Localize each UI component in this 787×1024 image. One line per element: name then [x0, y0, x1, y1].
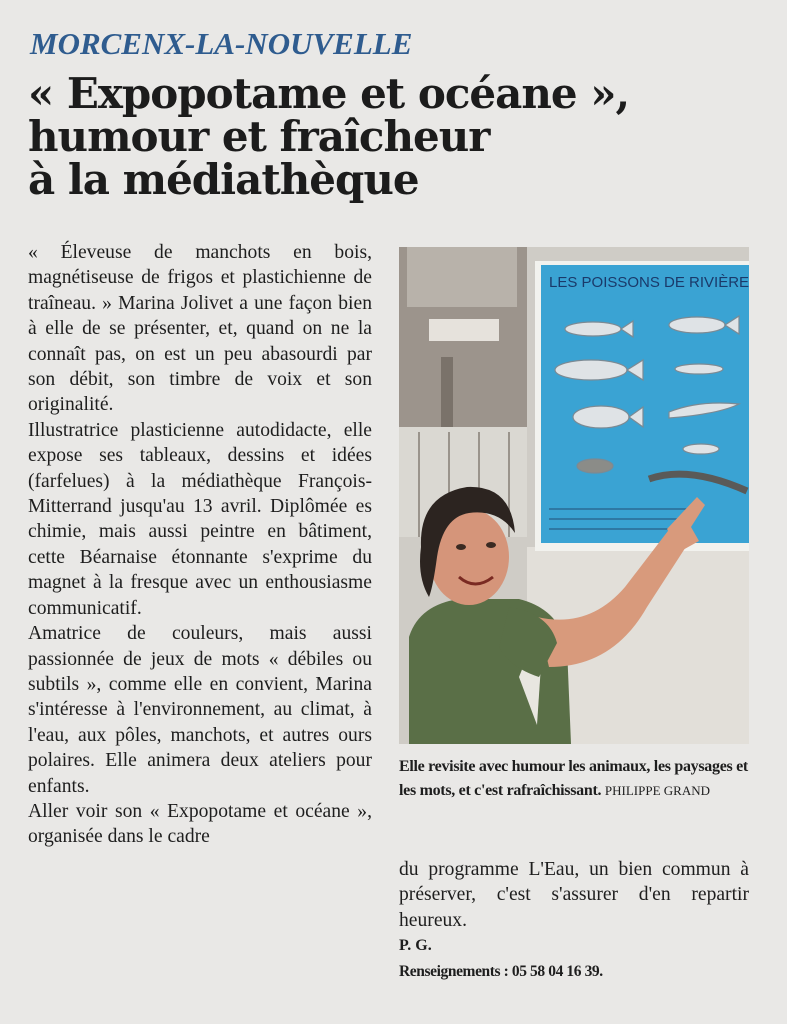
article-photo — [399, 247, 749, 744]
body-column-right — [399, 857, 749, 984]
body-paragraph: Illustratrice plasticienne autodidacte, elle expose ses tableaux, dessins et idées (farfelues) à la médiathèque François-Mitterrand jusqu'au 13 avril. Diplômée es chimie, mais aussi peintre en bâtiment, cette Béarnaise étonnante s'exprime du magnet à la fresque avec un enthousiasme communicatif. — [28, 419, 372, 619]
headline-line-3: à la médiathèque — [28, 155, 419, 204]
caption-text: Elle revisite avec humour les animaux, les paysages et les mots, et c'est rafraîchissant. — [399, 758, 748, 799]
body-paragraph: du programme L'Eau, un bien commun à préserver, c'est s'assurer d'en repartir heureux. — [399, 859, 749, 931]
article-headline — [28, 69, 768, 204]
photo-caption — [399, 755, 753, 803]
poster-title: LES POISSONS DE RIVIÈRE — [549, 274, 749, 291]
photo-illustration — [399, 247, 749, 744]
headline-line-1: « Expopotame et océane », — [28, 69, 630, 118]
body-paragraph: « Éleveuse de manchots en bois, magnétiseuse de frigos et plastichienne de traîneau. » Marina Jolivet a une façon bien à elle de se présenter, et, quand on ne la connaît pas, on est un peu abasourdi par son débit, son timbre de voix et son originalité. — [28, 242, 372, 416]
author-signature: P. G. — [399, 937, 432, 955]
locality-heading: MORCENX-LA-NOUVELLE — [30, 26, 413, 61]
contact-info: Renseignements : 05 58 04 16 39. — [399, 962, 603, 980]
headline-line-2: humour et fraîcheur — [28, 112, 490, 161]
body-paragraph: Aller voir son « Expopotame et océane », organisée dans le cadre — [28, 800, 372, 848]
body-paragraph: Amatrice de couleurs, mais aussi passionnée de jeux de mots « débiles ou subtils », comme elle en convient, Marina s'intéresse à l'environnement, au climat, à l'eau, aux pôles, manchots, et autres ours polaires. Elle animera deux ateliers pour enfants. — [28, 623, 372, 797]
photo-credit: PHILIPPE GRAND — [604, 783, 710, 798]
body-column-left — [28, 240, 372, 850]
